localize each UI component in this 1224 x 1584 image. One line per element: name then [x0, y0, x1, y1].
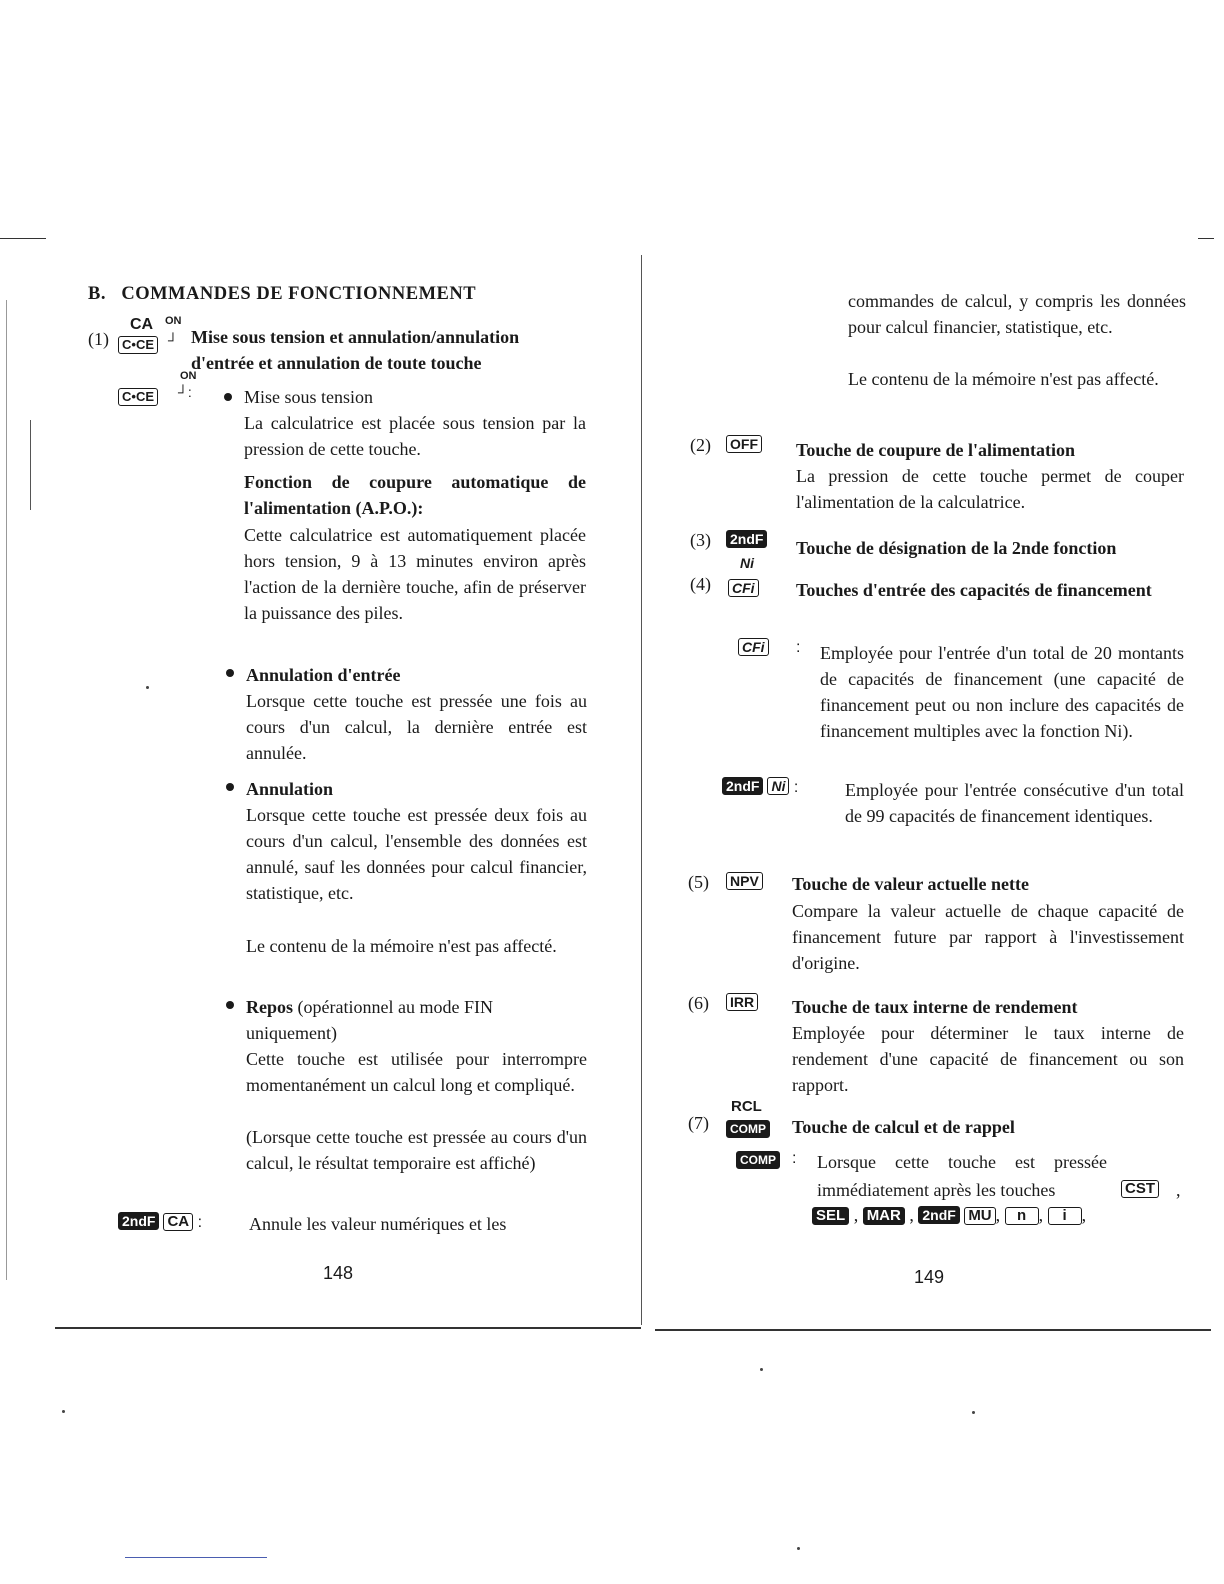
annul-entree-text: Lorsque cette touche est pressée une fois au cours d'un calcul, la dernière entrée est annulée.	[246, 691, 587, 763]
annul-title: Annulation	[246, 779, 334, 799]
apo-text: Cette calculatrice est automatiquement placée hors tension, 9 à 13 minutes environ après l'action de la dernière touche, afin de préserver la puissance des piles.	[244, 525, 586, 623]
comp-key[interactable]: COMP	[736, 1151, 780, 1169]
mise-text: La calculatrice est placée sous tension par la pression de cette touche.	[244, 413, 586, 459]
bullet-icon	[226, 669, 234, 677]
2ndf-key[interactable]: 2ndF	[726, 530, 767, 548]
cfi-key[interactable]: CFi	[728, 579, 759, 597]
top-rule-right	[1198, 238, 1214, 239]
annul-text-2: Le contenu de la mémoire n'est pas affecté.	[246, 936, 557, 956]
page-number-left: 148	[323, 1263, 354, 1283]
bottom-rule-left	[55, 1327, 641, 1329]
colon: :	[796, 639, 801, 656]
item-4-title: Touches d'entrée des capacités de financement	[796, 580, 1152, 600]
top-rule-left	[0, 238, 46, 239]
item-1-title-line2: d'entrée et annulation de toute touche	[191, 353, 482, 373]
repos-title-line	[246, 994, 588, 1046]
repos-text-2: (Lorsque cette touche est pressée au cours d'un calcul, le résultat temporaire est affiché)	[246, 1127, 587, 1173]
mar-key[interactable]: MAR	[863, 1207, 905, 1225]
annul-text: Lorsque cette touche est pressée deux fois au cours d'un calcul, l'ensemble des données est annulé, sauf les données pour calcul financier, statistique, etc.	[246, 805, 587, 903]
item-6-text: Employée pour déterminer le taux interne de rendement d'une capacité de financement ou son rapport.	[792, 1023, 1184, 1095]
clear-all-text: Annule les valeur numériques et les	[249, 1214, 507, 1234]
key-hook-colon: ┘:	[178, 384, 192, 400]
section-heading: B. COMMANDES DE FONCTIONNEMENT	[88, 284, 477, 304]
sel-key[interactable]: SEL	[812, 1207, 849, 1225]
c-ce-key[interactable]: C•CE	[118, 388, 158, 406]
ni-key[interactable]: Ni	[767, 777, 789, 795]
comp-text: Lorsque cette touche est pressée immédiatement après les touches	[817, 1152, 1107, 1200]
item-7-number: (7)	[688, 1113, 709, 1133]
bullet-icon	[224, 393, 232, 401]
item-1-key-group	[118, 316, 188, 356]
speck	[62, 1410, 65, 1413]
off-key[interactable]: OFF	[726, 435, 762, 453]
bottom-blue-rule	[125, 1557, 267, 1558]
on-label: ON	[180, 370, 197, 382]
item-5-number: (5)	[688, 872, 709, 892]
item-3-title: Touche de désignation de la 2nde fonction	[796, 538, 1117, 558]
page-number-right: 149	[914, 1267, 945, 1287]
continued-text-2: Le contenu de la mémoire n'est pas affecté.	[848, 369, 1159, 389]
cfi-key[interactable]: CFi	[738, 638, 769, 656]
item-7-title: Touche de calcul et de rappel	[792, 1117, 1015, 1137]
speck	[797, 1547, 800, 1550]
rcl-label: RCL	[731, 1098, 762, 1115]
comp-key-row: SEL , MAR , 2ndF MU , n , i ,	[812, 1205, 1086, 1226]
ni-keys	[722, 777, 798, 797]
mu-key[interactable]: MU	[964, 1207, 995, 1225]
c-ce-key[interactable]: C•CE	[118, 336, 158, 354]
i-key[interactable]: i	[1048, 1207, 1082, 1225]
colon: :	[792, 1150, 797, 1167]
ni-label: Ni	[740, 555, 754, 571]
left-edge-rule	[6, 300, 7, 1280]
repos-title: Repos	[246, 997, 294, 1017]
key-hook: ┘	[168, 332, 178, 348]
item-1-title-line1: Mise sous tension et annulation/annulation	[191, 327, 520, 347]
item-6-title: Touche de taux interne de rendement	[792, 997, 1078, 1017]
item-5-title: Touche de valeur actuelle nette	[792, 874, 1029, 894]
2ndf-key[interactable]: 2ndF	[118, 1212, 159, 1230]
cfi-text: Employée pour l'entrée d'un total de 20 montants de capacités de financement (une capacité de financement peut ou non inclure des capacités de financement multiples avec la fonction Ni).	[820, 643, 1184, 741]
speck	[760, 1368, 763, 1371]
item-6-number: (6)	[688, 993, 709, 1013]
bullet-icon	[226, 1001, 234, 1009]
2ndf-key[interactable]: 2ndF	[722, 777, 763, 795]
apo-title: Fonction de coupure automatique de l'alimentation (A.P.O.):	[244, 472, 586, 518]
irr-key[interactable]: IRR	[726, 993, 758, 1011]
clear-all-keys	[118, 1212, 202, 1232]
colon: :	[789, 779, 799, 796]
item-3-number: (3)	[690, 530, 711, 550]
continued-text: commandes de calcul, y compris les données pour calcul financier, statistique, etc.	[848, 291, 1186, 337]
item-4-number: (4)	[690, 574, 711, 594]
repos-title-rest: (opérationnel au mode FIN uniquement)	[246, 997, 493, 1043]
ca-key[interactable]: CA	[163, 1213, 193, 1231]
bullet-icon	[226, 783, 234, 791]
comma: ,	[1176, 1180, 1181, 1200]
on-label: ON	[165, 315, 182, 327]
mise-title: Mise sous tension	[244, 387, 374, 407]
item-1-number: (1)	[88, 329, 109, 349]
ca-label: CA	[130, 316, 154, 333]
item-2-number: (2)	[690, 435, 711, 455]
cce-key-group	[118, 370, 208, 410]
comp-key[interactable]: COMP	[726, 1120, 770, 1138]
n-key[interactable]: n	[1005, 1207, 1039, 1225]
center-divider	[641, 255, 642, 1325]
item-5-text: Compare la valeur actuelle de chaque capacité de financement future par rapport à l'investissement d'origine.	[792, 901, 1184, 973]
cst-key[interactable]: CST	[1121, 1180, 1159, 1198]
colon: :	[193, 1214, 203, 1231]
npv-key[interactable]: NPV	[726, 872, 763, 890]
speck	[146, 686, 149, 689]
ni-text: Employée pour l'entrée consécutive d'un total de 99 capacités de financement identiques.	[845, 780, 1184, 826]
item-2-title: Touche de coupure de l'alimentation	[796, 440, 1076, 460]
speck	[972, 1411, 975, 1414]
annul-entree-title: Annulation d'entrée	[246, 665, 401, 685]
repos-text: Cette touche est utilisée pour interrompre momentanément un calcul long et compliqué.	[246, 1049, 587, 1095]
2ndf-key[interactable]: 2ndF	[918, 1206, 959, 1224]
item-2-text: La pression de cette touche permet de couper l'alimentation de la calculatrice.	[796, 466, 1184, 512]
bottom-rule-right	[655, 1329, 1211, 1331]
left-margin-rule	[30, 420, 31, 510]
